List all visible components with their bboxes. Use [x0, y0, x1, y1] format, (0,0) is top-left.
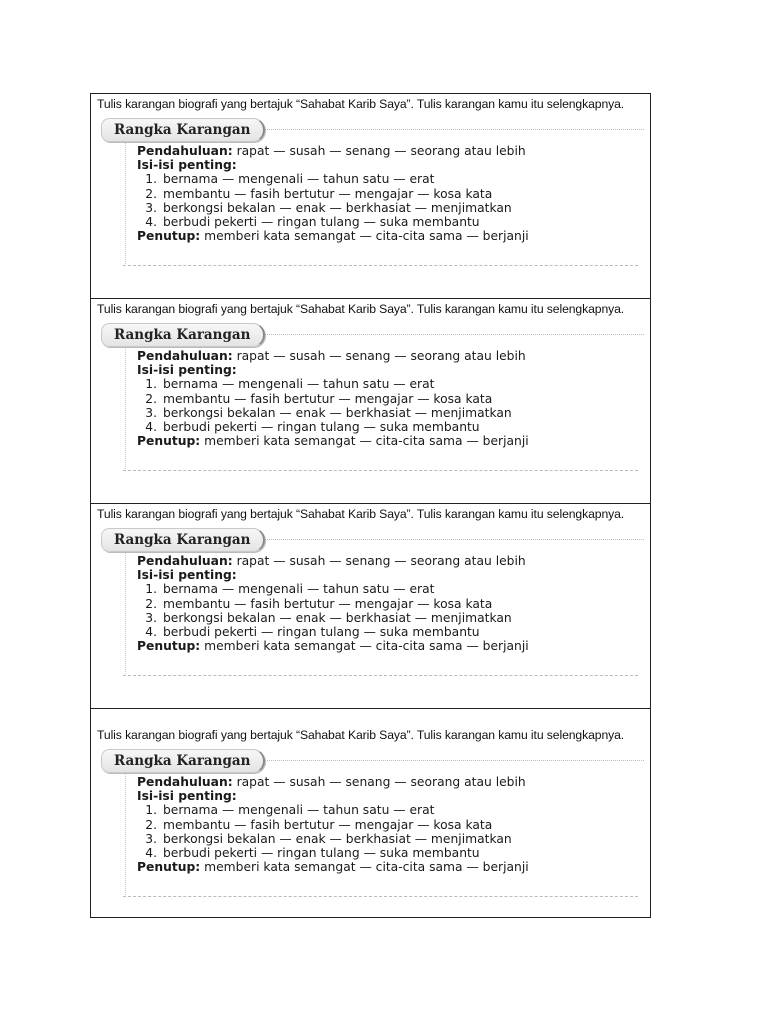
essay-card — [91, 299, 650, 504]
closing-label: Penutup: — [137, 434, 201, 449]
frame-title: Rangka Karangan — [101, 323, 265, 347]
intro-label: Pendahuluan: — [137, 349, 233, 363]
list-item: 4. berbudi pekerti — ringan tulang — suka membantu — [145, 625, 480, 640]
instruction-text: Tulis karangan biografi yang bertajuk “Sahabat Karib Saya”. Tulis karangan kamu itu selengkapnya. — [97, 507, 625, 521]
list-item: 3. berkongsi bekalan — enak — berkhasiat — menjimatkan — [145, 610, 512, 625]
intro-row — [137, 554, 529, 568]
frame-divider — [123, 470, 638, 471]
closing-label: Penutup: — [137, 229, 201, 244]
frame-title: Rangka Karangan — [101, 528, 265, 552]
frame-edge — [125, 773, 126, 897]
list-item: 1. bernama — mengenali — tahun satu — erat — [145, 172, 435, 187]
outline-body — [137, 554, 529, 653]
instruction-text: Tulis karangan biografi yang bertajuk “Sahabat Karib Saya”. Tulis karangan kamu itu selengkapnya. — [97, 97, 625, 111]
intro-text: rapat — susah — senang — seorang atau lebih — [236, 144, 526, 158]
closing-row — [137, 639, 529, 653]
outline-body — [137, 349, 529, 448]
intro-label: Pendahuluan: — [137, 554, 233, 568]
list-item: 1. bernama — mengenali — tahun satu — erat — [145, 582, 435, 597]
closing-text: memberi kata semangat — cita-cita sama — berjanji — [204, 229, 529, 244]
worksheet-table — [90, 93, 651, 918]
intro-label: Pendahuluan: — [137, 775, 233, 789]
intro-row — [137, 349, 529, 363]
outline-frame — [97, 528, 644, 686]
frame-divider — [123, 265, 638, 266]
outline-frame — [97, 118, 644, 276]
instruction-text: Tulis karangan biografi yang bertajuk “Sahabat Karib Saya”. Tulis karangan kamu itu selengkapnya. — [97, 302, 625, 316]
closing-text: memberi kata semangat — cita-cita sama — berjanji — [204, 639, 529, 654]
intro-text: rapat — susah — senang — seorang atau lebih — [236, 554, 526, 568]
closing-row — [137, 434, 529, 448]
closing-row — [137, 860, 529, 874]
frame-divider — [123, 896, 638, 897]
instruction-text: Tulis karangan biografi yang bertajuk “Sahabat Karib Saya”. Tulis karangan kamu itu selengkapnya. — [97, 728, 625, 742]
list-item: 2. membantu — fasih bertutur — mengajar — kosa kata — [145, 596, 493, 611]
intro-row — [137, 775, 529, 789]
essay-card — [91, 94, 650, 299]
intro-text: rapat — susah — senang — seorang atau lebih — [236, 349, 526, 363]
points-label: Isi-isi penting: — [137, 158, 237, 173]
closing-row — [137, 229, 529, 243]
list-item: 4. berbudi pekerti — ringan tulang — suka membantu — [145, 215, 480, 230]
list-item: 2. membantu — fasih bertutur — mengajar — kosa kata — [145, 817, 493, 832]
intro-label: Pendahuluan: — [137, 144, 233, 158]
list-item: 3. berkongsi bekalan — enak — berkhasiat — menjimatkan — [145, 405, 512, 420]
frame-title: Rangka Karangan — [101, 118, 265, 142]
intro-text: rapat — susah — senang — seorang atau lebih — [236, 775, 526, 789]
frame-edge — [125, 142, 126, 266]
frame-divider — [123, 675, 638, 676]
list-item: 2. membantu — fasih bertutur — mengajar — kosa kata — [145, 186, 493, 201]
list-item: 1. bernama — mengenali — tahun satu — erat — [145, 377, 435, 392]
outline-body — [137, 144, 529, 243]
frame-title: Rangka Karangan — [101, 749, 265, 773]
closing-label: Penutup: — [137, 639, 201, 654]
closing-text: memberi kata semangat — cita-cita sama — berjanji — [204, 434, 529, 449]
outline-frame — [97, 749, 644, 907]
frame-edge — [125, 347, 126, 471]
list-item: 3. berkongsi bekalan — enak — berkhasiat — menjimatkan — [145, 831, 512, 846]
list-item: 2. membantu — fasih bertutur — mengajar — kosa kata — [145, 391, 493, 406]
closing-label: Penutup: — [137, 860, 201, 875]
list-item: 4. berbudi pekerti — ringan tulang — suka membantu — [145, 846, 480, 861]
frame-edge — [125, 552, 126, 676]
list-item: 3. berkongsi bekalan — enak — berkhasiat — menjimatkan — [145, 200, 512, 215]
outline-frame — [97, 323, 644, 481]
list-item: 1. bernama — mengenali — tahun satu — erat — [145, 803, 435, 818]
outline-body — [137, 775, 529, 874]
list-item: 4. berbudi pekerti — ringan tulang — suka membantu — [145, 420, 480, 435]
essay-card — [91, 504, 650, 709]
points-label: Isi-isi penting: — [137, 789, 237, 804]
essay-card — [91, 709, 650, 917]
points-label: Isi-isi penting: — [137, 568, 237, 583]
intro-row — [137, 144, 529, 158]
points-label: Isi-isi penting: — [137, 363, 237, 378]
closing-text: memberi kata semangat — cita-cita sama — berjanji — [204, 860, 529, 875]
